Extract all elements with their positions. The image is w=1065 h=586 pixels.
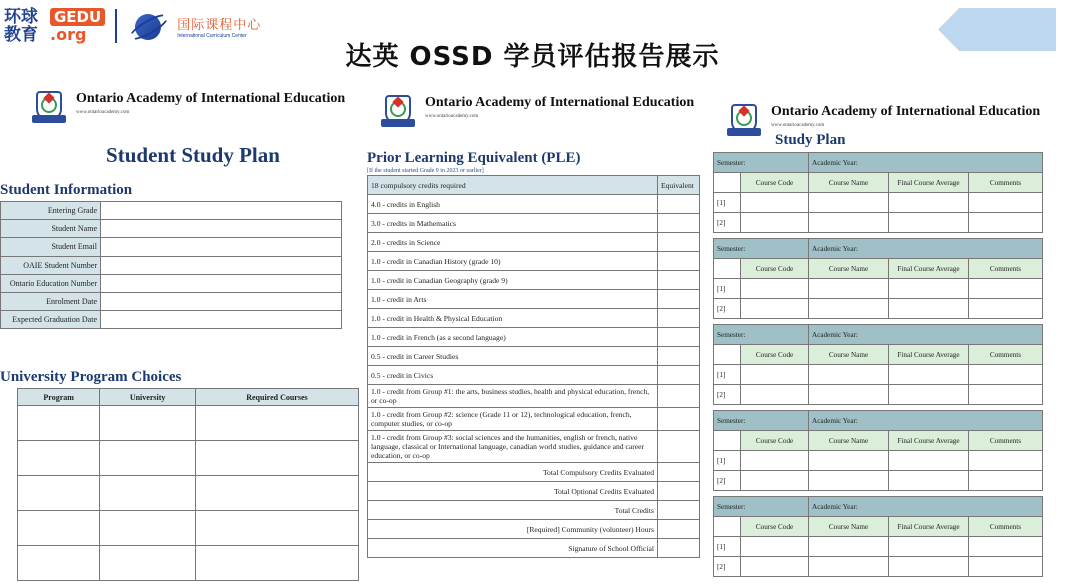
course-cell[interactable] <box>889 213 969 233</box>
blank-cell <box>714 431 741 451</box>
course-row <box>714 451 1043 471</box>
course-cell[interactable] <box>889 365 969 385</box>
course-row <box>714 193 1043 213</box>
total-label: [Required] Community (volunteer) Hours <box>368 520 658 539</box>
info-row <box>1 238 342 256</box>
semester-table <box>713 324 1043 405</box>
total-label: Total Optional Credits Evaluated <box>368 482 658 501</box>
ple-doc <box>367 95 700 558</box>
total-row <box>368 482 700 501</box>
table-row <box>18 546 359 581</box>
table-row <box>18 441 359 476</box>
info-label: Entering Grade <box>1 202 101 220</box>
semester-field[interactable]: Semester: <box>714 153 809 173</box>
course-cell[interactable] <box>809 451 889 471</box>
course-cell[interactable] <box>741 557 809 577</box>
program-cell[interactable] <box>18 511 100 546</box>
course-cell[interactable] <box>969 193 1043 213</box>
program-cell[interactable] <box>100 406 196 441</box>
column-header: University <box>100 389 196 406</box>
column-header: Final Course Average <box>889 173 969 193</box>
doc-title: Student Study Plan <box>106 143 280 167</box>
arrow-shape-icon <box>938 8 1056 51</box>
column-header: Course Name <box>809 173 889 193</box>
section-title: Student Information <box>0 182 133 198</box>
course-cell[interactable] <box>809 279 889 299</box>
icc-cn: 国际课程中心 <box>177 17 262 33</box>
requirement-row <box>368 385 700 408</box>
info-value-field[interactable] <box>101 311 342 329</box>
total-row <box>368 501 700 520</box>
course-cell[interactable] <box>969 299 1043 319</box>
requirement-row <box>368 347 700 366</box>
header-cell: 18 compulsory credits required <box>368 176 658 195</box>
doc-title: Study Plan <box>775 132 846 148</box>
academic-year-field[interactable]: Academic Year: <box>809 325 1043 345</box>
equivalent-field[interactable] <box>658 271 700 290</box>
info-label: Expected Graduation Date <box>1 311 101 329</box>
column-header: Final Course Average <box>889 345 969 365</box>
course-cell[interactable] <box>969 213 1043 233</box>
table-row <box>18 476 359 511</box>
brand-cn-text: 环球教育 <box>4 7 38 45</box>
column-header: Course Name <box>809 431 889 451</box>
semester-field[interactable]: Semester: <box>714 411 809 431</box>
row-index: [2] <box>714 471 741 491</box>
column-header: Course Code <box>741 259 809 279</box>
study-plan-doc <box>713 104 1043 582</box>
column-header: Comments <box>969 259 1043 279</box>
requirement-row <box>368 366 700 385</box>
course-cell[interactable] <box>741 451 809 471</box>
info-label: OAIE Student Number <box>1 256 101 274</box>
total-value-field[interactable] <box>658 539 700 558</box>
requirement-label: 1.0 - credit from Group #3: social sciences and the humanities, english or french, native language, classical or International language, canadian world studies, guidance and career education, or co-op <box>368 431 658 463</box>
total-label: Total Compulsory Credits Evaluated <box>368 463 658 482</box>
row-index: [1] <box>714 365 741 385</box>
equivalent-field[interactable] <box>658 347 700 366</box>
total-label: Total Credits <box>368 501 658 520</box>
semester-field[interactable]: Semester: <box>714 497 809 517</box>
semester-table <box>713 496 1043 577</box>
info-label: Enrolment Date <box>1 292 101 310</box>
school-crest-icon <box>32 91 66 127</box>
course-cell[interactable] <box>809 193 889 213</box>
course-row <box>714 213 1043 233</box>
column-header: Course Code <box>741 345 809 365</box>
total-row <box>368 463 700 482</box>
table-header-row <box>368 176 700 195</box>
column-header-row <box>714 517 1043 537</box>
academic-year-field[interactable]: Academic Year: <box>809 239 1043 259</box>
requirement-label: 1.0 - credit in French (as a second language) <box>368 328 658 347</box>
row-index: [2] <box>714 213 741 233</box>
requirement-row <box>368 252 700 271</box>
table-row <box>18 406 359 441</box>
row-index: [1] <box>714 537 741 557</box>
semester-table <box>713 238 1043 319</box>
info-row <box>1 256 342 274</box>
program-cell[interactable] <box>100 546 196 581</box>
program-cell[interactable] <box>100 511 196 546</box>
academic-year-field[interactable]: Academic Year: <box>809 497 1043 517</box>
course-cell[interactable] <box>969 451 1043 471</box>
course-row <box>714 365 1043 385</box>
equivalent-field[interactable] <box>658 195 700 214</box>
program-cell[interactable] <box>100 476 196 511</box>
course-cell[interactable] <box>969 385 1043 405</box>
course-row <box>714 557 1043 577</box>
requirement-label: 4.0 - credits in English <box>368 195 658 214</box>
program-cell[interactable] <box>195 511 358 546</box>
equivalent-field[interactable] <box>658 408 700 431</box>
info-row <box>1 292 342 310</box>
column-header: Final Course Average <box>889 259 969 279</box>
blank-cell <box>714 173 741 193</box>
column-header-row <box>714 431 1043 451</box>
course-cell[interactable] <box>889 451 969 471</box>
column-header: Course Name <box>809 345 889 365</box>
program-cell[interactable] <box>195 406 358 441</box>
column-header: Comments <box>969 345 1043 365</box>
requirement-label: 1.0 - credit in Canadian Geography (grade 9) <box>368 271 658 290</box>
requirement-row <box>368 233 700 252</box>
column-header-row <box>714 259 1043 279</box>
column-header: Comments <box>969 517 1043 537</box>
row-index: [2] <box>714 299 741 319</box>
column-header: Course Code <box>741 431 809 451</box>
section-title: University Program Choices <box>0 369 182 386</box>
requirement-row <box>368 214 700 233</box>
program-cell[interactable] <box>100 441 196 476</box>
course-cell[interactable] <box>889 279 969 299</box>
row-index: [1] <box>714 279 741 299</box>
course-row <box>714 299 1043 319</box>
info-label: Ontario Education Number <box>1 274 101 292</box>
school-crest-icon <box>727 104 761 140</box>
info-label: Student Name <box>1 220 101 238</box>
school-crest-icon <box>381 95 415 131</box>
doc-subtitle: [If the student started Grade 9 in 2023 or earlier] <box>367 168 484 174</box>
school-name: Ontario Academy of International Education <box>771 104 1041 119</box>
column-header: Required Courses <box>195 389 358 406</box>
semester-header-row <box>714 411 1043 431</box>
total-label: Signature of School Official <box>368 539 658 558</box>
course-cell[interactable] <box>809 471 889 491</box>
program-choices-table <box>17 388 359 581</box>
blank-cell <box>714 517 741 537</box>
ple-table <box>367 175 700 558</box>
course-cell[interactable] <box>741 385 809 405</box>
info-value-field[interactable] <box>101 202 342 220</box>
program-cell[interactable] <box>195 441 358 476</box>
row-index: [2] <box>714 385 741 405</box>
student-info-table <box>0 201 342 329</box>
requirement-label: 3.0 - credits in Mathematics <box>368 214 658 233</box>
course-cell[interactable] <box>809 385 889 405</box>
academic-year-field[interactable]: Academic Year: <box>809 153 1043 173</box>
school-header <box>381 95 700 131</box>
course-cell[interactable] <box>741 471 809 491</box>
requirement-label: 2.0 - credits in Science <box>368 233 658 252</box>
column-header: Comments <box>969 431 1043 451</box>
column-header: Course Code <box>741 517 809 537</box>
blank-cell <box>714 345 741 365</box>
school-url: www.ontarioacademy.com <box>771 123 825 128</box>
total-value-field[interactable] <box>658 520 700 539</box>
program-cell[interactable] <box>18 441 100 476</box>
semester-header-row <box>714 153 1043 173</box>
equivalent-field[interactable] <box>658 290 700 309</box>
total-value-field[interactable] <box>658 482 700 501</box>
course-cell[interactable] <box>889 385 969 405</box>
requirement-row <box>368 195 700 214</box>
course-cell[interactable] <box>741 365 809 385</box>
course-cell[interactable] <box>969 279 1043 299</box>
course-cell[interactable] <box>741 537 809 557</box>
requirement-row <box>368 290 700 309</box>
course-cell[interactable] <box>969 365 1043 385</box>
program-cell[interactable] <box>195 476 358 511</box>
requirement-row <box>368 408 700 431</box>
brand-org: .org <box>50 25 87 44</box>
course-cell[interactable] <box>741 213 809 233</box>
row-index: [2] <box>714 557 741 577</box>
semester-header-row <box>714 497 1043 517</box>
semester-header-row <box>714 325 1043 345</box>
semester-header-row <box>714 239 1043 259</box>
requirement-row <box>368 328 700 347</box>
requirement-label: 1.0 - credit in Arts <box>368 290 658 309</box>
school-header <box>32 91 358 127</box>
column-header: Final Course Average <box>889 431 969 451</box>
column-header: Course Code <box>741 173 809 193</box>
requirement-row <box>368 309 700 328</box>
info-row <box>1 220 342 238</box>
total-value-field[interactable] <box>658 501 700 520</box>
school-url: www.ontarioacademy.com <box>425 114 479 119</box>
info-value-field[interactable] <box>101 256 342 274</box>
course-cell[interactable] <box>809 299 889 319</box>
equivalent-field[interactable] <box>658 366 700 385</box>
course-cell[interactable] <box>889 557 969 577</box>
row-index: [1] <box>714 451 741 471</box>
total-row <box>368 539 700 558</box>
icc-en: International Curriculum Center <box>177 32 247 39</box>
info-value-field[interactable] <box>101 274 342 292</box>
course-cell[interactable] <box>969 537 1043 557</box>
program-cell[interactable] <box>195 546 358 581</box>
equivalent-field[interactable] <box>658 214 700 233</box>
total-value-field[interactable] <box>658 463 700 482</box>
info-row <box>1 311 342 329</box>
academic-year-field[interactable]: Academic Year: <box>809 411 1043 431</box>
equivalent-field[interactable] <box>658 309 700 328</box>
brand-gedu-box: GEDU <box>50 8 105 26</box>
column-header: Course Name <box>809 517 889 537</box>
course-row <box>714 279 1043 299</box>
course-cell[interactable] <box>969 557 1043 577</box>
info-value-field[interactable] <box>101 292 342 310</box>
column-header: Course Name <box>809 259 889 279</box>
header-cell: Equivalent <box>658 176 700 195</box>
program-cell[interactable] <box>18 406 100 441</box>
semester-field[interactable]: Semester: <box>714 325 809 345</box>
requirement-row <box>368 271 700 290</box>
info-row <box>1 202 342 220</box>
requirement-label: 1.0 - credit from Group #2: science (Grade 11 or 12), technological education, french, computer studies, or co-op <box>368 408 658 431</box>
info-value-field[interactable] <box>101 220 342 238</box>
blank-cell <box>714 259 741 279</box>
info-row <box>1 274 342 292</box>
requirement-label: 0.5 - credit in Civics <box>368 366 658 385</box>
semester-table <box>713 152 1043 233</box>
course-cell[interactable] <box>741 279 809 299</box>
course-cell[interactable] <box>809 213 889 233</box>
program-cell[interactable] <box>18 546 100 581</box>
page-title: 达英 OSSD 学员评估报告展示 <box>345 42 720 72</box>
column-header-row <box>714 173 1043 193</box>
total-row <box>368 520 700 539</box>
course-cell[interactable] <box>741 299 809 319</box>
course-cell[interactable] <box>809 537 889 557</box>
course-cell[interactable] <box>809 365 889 385</box>
school-url: www.ontarioacademy.com <box>76 110 130 115</box>
column-header-row <box>714 345 1043 365</box>
info-label: Student Email <box>1 238 101 256</box>
equivalent-field[interactable] <box>658 252 700 271</box>
column-header: Comments <box>969 173 1043 193</box>
school-name: Ontario Academy of International Education <box>76 91 346 106</box>
equivalent-field[interactable] <box>658 385 700 408</box>
program-cell[interactable] <box>18 476 100 511</box>
course-cell[interactable] <box>889 471 969 491</box>
course-cell[interactable] <box>741 193 809 213</box>
equivalent-field[interactable] <box>658 431 700 463</box>
course-cell[interactable] <box>889 537 969 557</box>
course-cell[interactable] <box>889 193 969 213</box>
requirement-row <box>368 431 700 463</box>
requirement-label: 1.0 - credit from Group #1: the arts, business studies, health and physical education, french, or co-op <box>368 385 658 408</box>
course-row <box>714 537 1043 557</box>
equivalent-field[interactable] <box>658 328 700 347</box>
requirement-label: 1.0 - credit in Canadian History (grade 10) <box>368 252 658 271</box>
course-row <box>714 385 1043 405</box>
row-index: [1] <box>714 193 741 213</box>
course-cell[interactable] <box>809 557 889 577</box>
semester-field[interactable]: Semester: <box>714 239 809 259</box>
icc-label <box>177 14 261 39</box>
info-value-field[interactable] <box>101 238 342 256</box>
course-cell[interactable] <box>969 471 1043 491</box>
table-row <box>18 511 359 546</box>
equivalent-field[interactable] <box>658 233 700 252</box>
column-header: Final Course Average <box>889 517 969 537</box>
school-name: Ontario Academy of International Education <box>425 95 695 110</box>
requirement-label: 1.0 - credit in Health & Physical Education <box>368 309 658 328</box>
course-row <box>714 471 1043 491</box>
column-header: Program <box>18 389 100 406</box>
semester-table <box>713 410 1043 491</box>
requirement-label: 0.5 - credit in Career Studies <box>368 347 658 366</box>
doc-title: Prior Learning Equivalent (PLE) <box>367 150 581 166</box>
course-cell[interactable] <box>889 299 969 319</box>
student-study-plan-doc <box>0 91 358 581</box>
